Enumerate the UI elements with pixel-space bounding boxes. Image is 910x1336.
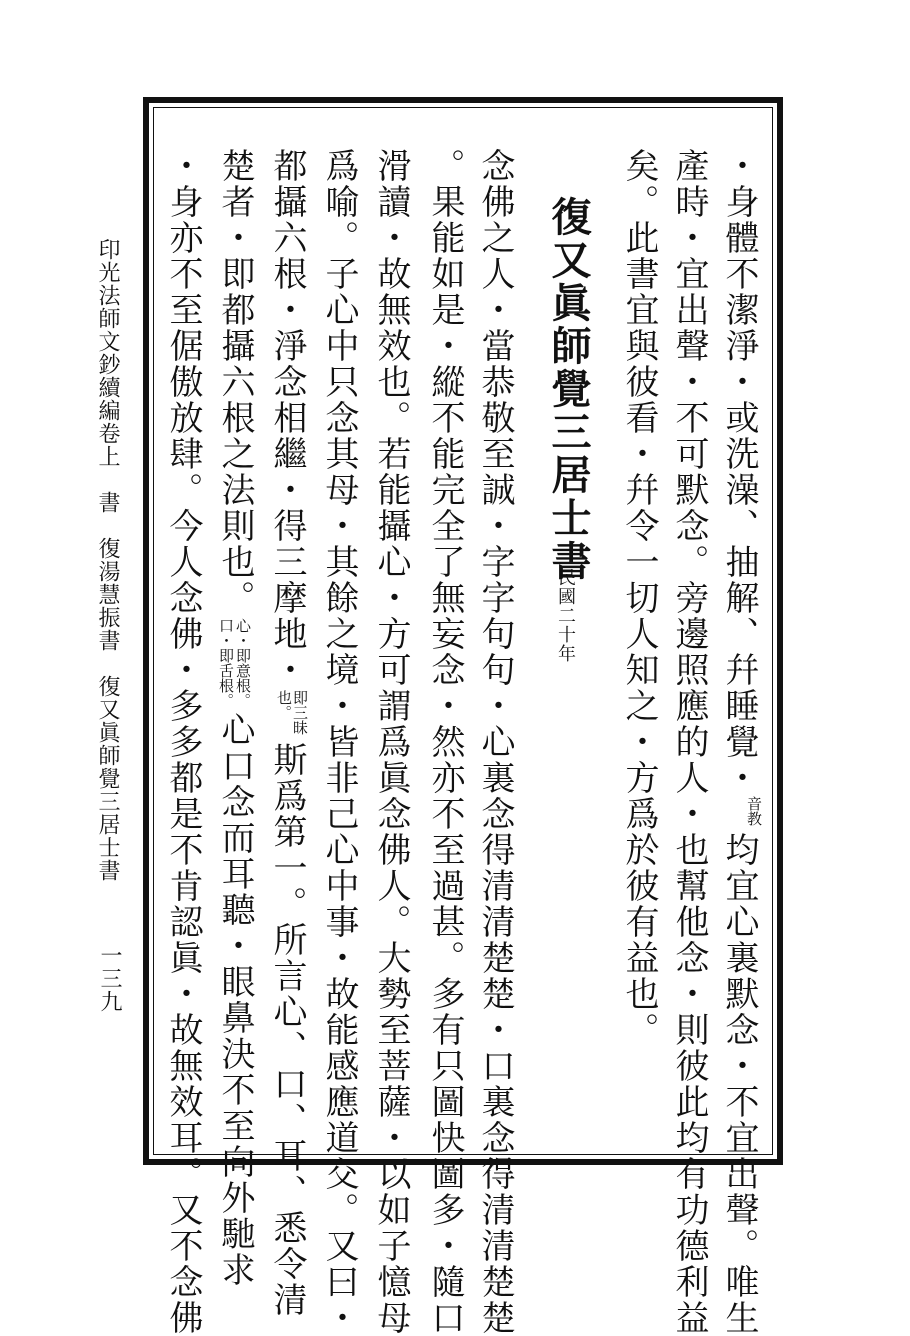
annotation-slot (722, 796, 763, 832)
text-segment: 楚者・即都攝六根之法則也。 (215, 148, 255, 616)
text-segment: 念佛之人・當恭敬至誠・字字句句・心裏念得清清楚楚・口裏念得清清楚楚 (475, 148, 515, 1336)
running-header: 印光法師文鈔續編卷上 書 復湯慧振書 復又眞師覺三居士書 (95, 238, 120, 882)
text-segment: 爲喻。子心中只念其母・其餘之境・皆非己心中事・故能感應道交。又曰・ (319, 148, 359, 1336)
text-column-1 (719, 148, 763, 1336)
text-column-3 (619, 148, 659, 1048)
text-column-5 (425, 148, 465, 1336)
text-segment: ・身體不潔淨・或洗澡、抽解、幷睡覺・ (719, 148, 759, 796)
annotation-slot (270, 688, 309, 742)
text-column-4 (475, 148, 515, 1336)
text-segment: 產時・宜出聲・不可默念。旁邊照應的人・也幫他念・則彼此均有功德利益 (669, 148, 709, 1336)
text-column-9 (215, 148, 255, 1288)
page-number: 一三九 (97, 944, 122, 1013)
text-segment: 。果能如是・縱不能完全了無妄念・然亦不至過甚。多有只圖快圖多・隨口 (425, 148, 465, 1336)
sense-root-note-b: 口・即舌根。 (217, 618, 235, 708)
samadhi-note: 即三昧也。 (275, 690, 309, 735)
text-segment: 斯爲第一。所言心、口、耳、悉令清 (267, 742, 307, 1318)
text-column-2 (669, 148, 709, 1336)
text-column-7 (319, 148, 359, 1336)
text-segment: 都攝六根・淨念相繼・得三摩地・ (267, 148, 307, 688)
text-segment: 滑讀・故無效也。若能攝心・方可謂爲眞念佛人。大勢至菩薩・以如子憶母 (371, 148, 411, 1336)
sense-root-note-a: 心・即意根。 (234, 618, 252, 708)
pronunciation-note: 音教 (745, 796, 763, 826)
letter-title: 復又眞師覺三居士書 (545, 196, 592, 583)
text-column-8 (267, 148, 309, 1318)
text-column-6 (371, 148, 411, 1336)
text-segment: 心口念而耳聽・眼鼻決不至向外馳求 (215, 712, 255, 1288)
text-segment: 矣。此書宜與彼看・幷令一切人知之・方爲於彼有益也。 (619, 148, 659, 1048)
letter-date: 民國二十年 (555, 568, 576, 663)
text-segment: ・身亦不至倨傲放肆。今人念佛・多多都是不肯認眞・故無效耳。又不念佛 (163, 148, 203, 1336)
text-segment: 均宜心裏默念・不宜出聲。唯生 (719, 832, 759, 1336)
text-column-10 (163, 148, 203, 1336)
annotation-slot (218, 616, 252, 712)
